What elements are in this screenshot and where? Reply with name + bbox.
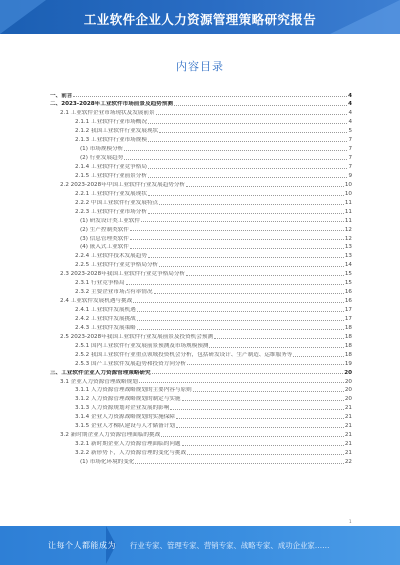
toc-entry[interactable] (50, 153, 352, 162)
toc-entry-page: 7 (348, 155, 352, 162)
toc-dot-leader (187, 364, 344, 365)
toc-dot-leader (193, 391, 344, 392)
toc-entry-page: 9 (348, 172, 352, 179)
toc-dot-leader (148, 141, 347, 142)
toc-entry-label: 2.1.1 工业软件行业市场概况 (75, 119, 147, 126)
toc-entry[interactable] (50, 305, 352, 314)
toc-dot-leader (176, 427, 344, 428)
toc-entry-label: 2.5.3 国产工业软件发展趋势和投资方向分析 (75, 360, 187, 367)
toc-entry-label: 2.3.2 主要企业市场占有率情况 (75, 289, 153, 296)
toc-dot-leader (154, 293, 344, 294)
toc-entry-page: 5 (348, 128, 352, 135)
toc-dot-leader (186, 275, 344, 276)
toc-dot-leader (148, 195, 344, 196)
toc-entry-label: 3.2.1 新时期企业人力资源管理面临的问题 (75, 441, 181, 448)
footer-experts-text: 行业专家、管理专家、营销专家、战略专家、成功企业家…… (130, 541, 330, 550)
toc-entry-page: 20 (344, 378, 352, 385)
toc-entry-label: 3.1.3 人力资源规划对企业发展的影响 (75, 405, 170, 412)
toc-entry[interactable] (50, 99, 352, 108)
page-number: 1 (349, 519, 352, 524)
toc-entry[interactable] (50, 90, 352, 99)
toc-entry-page: 7 (348, 164, 352, 171)
toc-entry-label: 2.2 2023-2028年中国工业软件行业发展趋势分析 (60, 181, 186, 188)
toc-entry-label: 3.1.5 企业人才梯队建设与人才储备计划 (75, 423, 175, 430)
toc-dot-leader (170, 409, 344, 410)
toc-entry-label: 3.2 新时期企业人力资源管理面临的挑战 (60, 432, 161, 439)
toc-entry[interactable] (50, 224, 352, 233)
toc-entry[interactable] (50, 215, 352, 224)
toc-entry[interactable] (50, 394, 352, 403)
toc-entry-label: 2.2.2 中国工业软件行业发展特点 (75, 199, 159, 206)
toc-entry[interactable] (50, 126, 352, 135)
toc-entry-page: 10 (344, 190, 352, 197)
toc-entry-label: 2.1 工业软件企业市场现状及发展前景 (60, 110, 155, 117)
toc-dot-leader (137, 329, 344, 330)
toc-entry-label: (4) 嵌入式工业软件 (80, 244, 129, 251)
toc-dot-leader (187, 454, 344, 455)
toc-entry[interactable] (50, 340, 352, 349)
toc-dot-leader (182, 400, 344, 401)
toc-entry-page: 15 (344, 280, 352, 287)
toc-dot-leader (156, 114, 348, 115)
toc-entry-page: 14 (344, 262, 352, 269)
toc-dot-leader (148, 257, 344, 258)
toc-entry-label: 2.1.4 工业软件行业竞争格局 (75, 164, 147, 171)
toc-dot-leader (135, 463, 343, 464)
toc-entry-page: 4 (348, 110, 352, 117)
toc-entry-page: 16 (344, 298, 352, 305)
toc-dot-leader (148, 213, 344, 214)
toc-entry-page: 18 (344, 333, 352, 340)
toc-entry[interactable] (50, 117, 352, 126)
toc-dot-leader (159, 132, 347, 133)
toc-entry-label: 三、工业软件企业人力资源管理策略研究 (50, 369, 151, 376)
toc-entry[interactable] (50, 197, 352, 206)
toc-dot-leader (176, 418, 344, 419)
toc-dot-leader (174, 105, 347, 106)
table-of-contents (50, 90, 352, 465)
toc-entry[interactable] (50, 242, 352, 251)
toc-entry[interactable] (50, 430, 352, 439)
toc-entry-page: 4 (348, 92, 352, 99)
toc-entry-label: 2.4.3 工业软件发展策略 (75, 324, 136, 331)
toc-entry-page: 21 (344, 450, 352, 457)
toc-entry[interactable] (50, 206, 352, 215)
toc-entry[interactable] (50, 179, 352, 188)
toc-entry-label: 3.2.2 新形势下，人力资源管理的变化与挑战 (75, 450, 187, 457)
toc-entry-label: (2) 行业发展趋势 (80, 155, 124, 162)
toc-entry[interactable] (50, 456, 352, 465)
report-header-banner (0, 0, 400, 34)
toc-entry-page: 4 (348, 119, 352, 126)
toc-entry-page: 21 (344, 423, 352, 430)
toc-dot-leader (137, 320, 344, 321)
toc-entry-page: 11 (344, 217, 352, 224)
toc-entry[interactable] (50, 322, 352, 331)
toc-entry[interactable] (50, 385, 352, 394)
toc-entry-page: 11 (344, 208, 352, 215)
toc-entry-label: 3.1.2 人力资源管理战略规划的制定与实施 (75, 396, 181, 403)
toc-entry[interactable] (50, 448, 352, 457)
toc-entry-page: 20 (344, 396, 352, 403)
toc-entry[interactable] (50, 233, 352, 242)
toc-entry-page: 16 (344, 289, 352, 296)
toc-entry-label: 2.5.1 国内工业软件行业发展前景预测及市场规模预测 (75, 342, 209, 349)
toc-entry-label: 2.2.5 工业软件行业竞争格局分析 (75, 262, 159, 269)
toc-entry-page: 20 (344, 369, 352, 376)
toc-entry[interactable] (50, 108, 352, 117)
toc-entry[interactable] (50, 421, 352, 430)
toc-dot-leader (161, 436, 344, 437)
toc-entry[interactable] (50, 188, 352, 197)
toc-entry-label: (1) 市场规模分析 (80, 146, 124, 153)
toc-entry-page: 12 (344, 235, 352, 242)
toc-entry-label: 2.2.1 工业软件行业发展现状 (75, 190, 147, 197)
toc-dot-leader (130, 239, 344, 240)
toc-entry-page: 11 (344, 199, 352, 206)
report-title: 工业软件企业人力资源管理策略研究报告 (83, 12, 317, 27)
toc-entry-page: 4 (348, 101, 352, 108)
toc-dot-leader (130, 230, 344, 231)
toc-entry[interactable] (50, 287, 352, 296)
toc-entry-label: (3) 信息管理类软件 (80, 235, 129, 242)
toc-dot-leader (159, 266, 344, 267)
toc-entry-label: 2.2.3 工业软件行业市场分析 (75, 208, 147, 215)
toc-dot-leader (137, 311, 344, 312)
toc-entry-label: 二、2023-2028年工业软件市场前景及趋势预测 (50, 101, 173, 108)
toc-entry[interactable] (50, 135, 352, 144)
toc-entry-label: 2.3 2023-2028年我国工业软件行业竞争格局分析 (60, 271, 186, 278)
toc-entry[interactable] (50, 162, 352, 171)
footer-banner (0, 526, 400, 565)
toc-dot-leader (214, 338, 344, 339)
toc-entry-label: 2.4.1 工业软件发展机遇 (75, 307, 136, 314)
toc-entry-page: 10 (344, 181, 352, 188)
toc-entry-label: 2.4 工业软件发展机遇与挑战 (60, 298, 133, 305)
toc-entry[interactable] (50, 269, 352, 278)
toc-entry[interactable] (50, 403, 352, 412)
toc-entry-label: 2.4.2 工业软件发展挑战 (75, 315, 136, 322)
toc-dot-leader (186, 186, 344, 187)
toc-entry-label: 2.1.2 我国工业软件行业发展现状 (75, 128, 159, 135)
toc-entry[interactable] (50, 296, 352, 305)
toc-entry[interactable] (50, 367, 352, 376)
toc-dot-leader (159, 204, 344, 205)
toc-entry-label: 2.5 2023-2028年我国工业软件行业发展前景及投资机会预测 (60, 333, 214, 340)
toc-dot-leader (126, 284, 344, 285)
toc-entry-page: 18 (344, 351, 352, 358)
toc-entry-label: 2.1.5 工业软件行业前景分析 (75, 172, 147, 179)
toc-entry-page: 7 (348, 137, 352, 144)
toc-entry-label: 3.1.1 人力资源管理战略规划的主要内容与原则 (75, 387, 192, 394)
toc-entry-page: 20 (344, 387, 352, 394)
toc-entry-page: 21 (344, 432, 352, 439)
toc-entry[interactable] (50, 376, 352, 385)
toc-entry[interactable] (50, 313, 352, 322)
toc-entry[interactable] (50, 251, 352, 260)
toc-dot-leader (130, 248, 344, 249)
toc-entry[interactable] (50, 349, 352, 358)
toc-dot-leader (148, 123, 347, 124)
toc-entry-label: 2.3.1 行业竞争格局 (75, 280, 125, 287)
toc-entry-page: 22 (344, 458, 352, 465)
toc-heading: 内容目录 (176, 60, 224, 73)
toc-entry[interactable] (50, 260, 352, 269)
toc-entry-page: 18 (344, 342, 352, 349)
toc-dot-leader (141, 221, 344, 222)
toc-entry-page: 12 (344, 226, 352, 233)
toc-entry-page: 21 (344, 441, 352, 448)
toc-entry-label: 3.1.4 企业人力资源战略规划的实施保障 (75, 414, 175, 421)
toc-dot-leader (148, 168, 347, 169)
toc-entry-page: 17 (344, 315, 352, 322)
toc-entry[interactable] (50, 278, 352, 287)
toc-dot-leader (293, 356, 343, 357)
toc-dot-leader (139, 382, 344, 383)
toc-entry-page: 17 (344, 307, 352, 314)
toc-entry-label: 2.1.3 工业软件行业市场规模 (75, 137, 147, 144)
toc-dot-leader (133, 302, 344, 303)
toc-dot-leader (148, 177, 347, 178)
toc-entry-label: (2) 生产控制类软件 (80, 226, 129, 233)
toc-entry[interactable] (50, 331, 352, 340)
toc-dot-leader (182, 445, 344, 446)
toc-dot-leader (124, 150, 347, 151)
toc-entry-page: 19 (344, 360, 352, 367)
toc-dot-leader (124, 159, 347, 160)
toc-entry-label: 3.1 企业人力资源管理战略规划 (60, 378, 138, 385)
toc-entry-label: 一、前言 (50, 92, 73, 99)
toc-entry[interactable] (50, 439, 352, 448)
toc-entry-page: 21 (344, 414, 352, 421)
toc-entry[interactable] (50, 358, 352, 367)
toc-entry-page: 15 (344, 271, 352, 278)
toc-entry-label: (1) 市场化环境的变化 (80, 458, 135, 465)
footer-slogan: 让每个人都能成为 (48, 541, 116, 550)
toc-entry-page: 18 (344, 324, 352, 331)
toc-entry[interactable] (50, 170, 352, 179)
toc-entry-page: 13 (344, 253, 352, 260)
toc-entry-label: (1) 研发设计类工业软件 (80, 217, 141, 224)
toc-entry-page: 13 (344, 244, 352, 251)
toc-entry[interactable] (50, 412, 352, 421)
toc-entry-page: 21 (344, 405, 352, 412)
toc-entry-label: 2.2.4 工业软件技术发展趋势 (75, 253, 147, 260)
toc-dot-leader (209, 347, 343, 348)
toc-entry-page: 7 (348, 146, 352, 153)
toc-dot-leader (152, 373, 344, 374)
toc-dot-leader (73, 96, 347, 97)
toc-entry-label: 2.5.2 我国工业软件行业重点领域投资机会分析，包括研发设计、生产制造、运维服务等 (75, 351, 293, 358)
toc-entry[interactable] (50, 144, 352, 153)
